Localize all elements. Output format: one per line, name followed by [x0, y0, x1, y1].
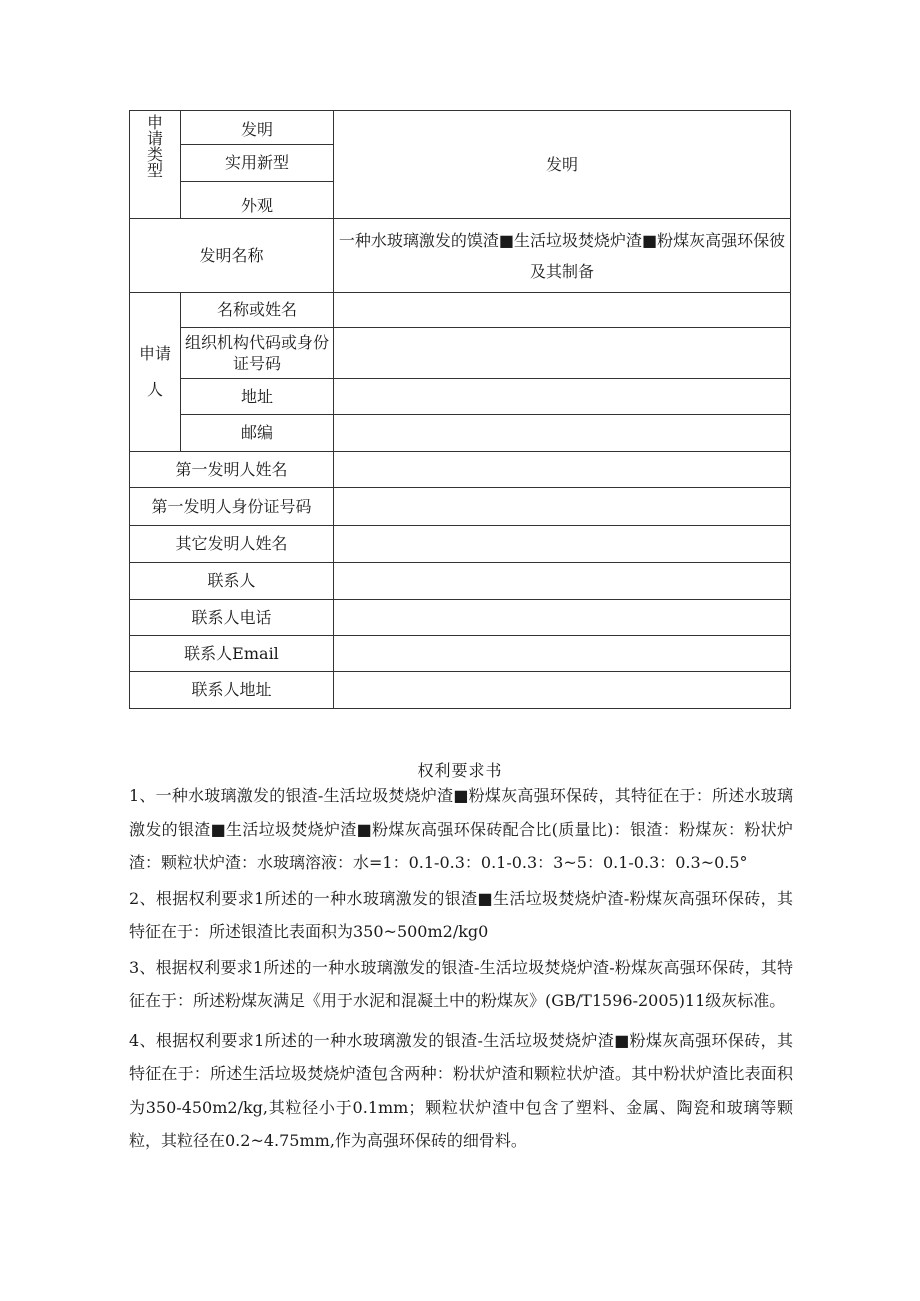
invention-name-value: 一种水玻璃激发的馍渣■生活垃圾焚烧炉渣■粉煤灰高强环保彼及其制备: [334, 219, 791, 293]
application-type-value: 发明: [334, 111, 791, 219]
claim-2: 2、根据权利要求1所述的一种水玻璃激发的银渣■生活垃圾焚烧炉渣-粉煤灰高强环保砖，其特征在于：所述银渣比表面积为350~500m2∕kg0: [129, 888, 793, 941]
applicant-address-label: 地址: [181, 379, 334, 415]
applicant-address-value: [334, 379, 791, 415]
contact-person-value: [334, 563, 791, 600]
applicant-org-code-value: [334, 328, 791, 379]
applicant-org-code-label: 组织机构代码或身份证号码: [181, 328, 334, 379]
application-type-label-cell: [130, 111, 181, 219]
invention-name-label: 发明名称: [130, 219, 334, 293]
contact-person-label: 联系人: [130, 563, 334, 600]
first-inventor-id-label: 第一发明人身份证号码: [130, 488, 334, 526]
contact-address-value: [334, 672, 791, 709]
claim-4: 4、根据权利要求1所述的一种水玻璃激发的银渣-生活垃圾焚烧炉渣■粉煤灰高强环保砖，其特征在于：所述生活垃圾焚烧炉渣包含两种：粉状炉渣和颗粒状炉渣。其中粉状炉渣比表面积为350-450m2∕kg,其粒径小于0.1mm；颗粒状炉渣中包含了塑料、金属、陶瓷和玻璃等颗粒，其粒径在0.2~4.75mm,作为高强环保砖的细骨料。: [129, 1030, 793, 1150]
applicant-label: 申请人: [138, 344, 171, 399]
contact-email-value: [334, 636, 791, 672]
application-type-label: 申请类型: [147, 113, 164, 180]
first-inventor-id-value: [334, 488, 791, 526]
type-option-design: 外观: [181, 182, 334, 219]
claim-1: 1、一种水玻璃激发的银渣-生活垃圾焚烧炉渣■粉煤灰高强环保砖，其特征在于：所述水玻璃激发的银渣■生活垃圾焚烧炉渣■粉煤灰高强环保砖配合比(质量比)：银渣：粉煤灰：粉状炉渣：颗粒状炉渣：水玻璃溶液：水=1：0.1-0.3：0.1-0.3：3~5：0.1-0.3：0.3~0.5°: [129, 786, 793, 872]
type-option-utility-model: 实用新型: [181, 145, 334, 182]
claims-title: 权利要求书: [417, 761, 503, 780]
other-inventors-value: [334, 526, 791, 563]
contact-address-label: 联系人地址: [130, 672, 334, 709]
applicant-postcode-value: [334, 415, 791, 452]
type-option-invention: 发明: [181, 111, 334, 145]
other-inventors-label: 其它发明人姓名: [130, 526, 334, 563]
applicant-postcode-label: 邮编: [181, 415, 334, 452]
applicant-name-label: 名称或姓名: [181, 293, 334, 328]
claims-body: [129, 779, 793, 1160]
first-inventor-name-value: [334, 452, 791, 488]
applicant-label-cell: [130, 293, 181, 452]
application-form-table: [129, 110, 791, 709]
claim-3: 3、根据权利要求1所述的一种水玻璃激发的银渣-生活垃圾焚烧炉渣-粉煤灰高强环保砖，其特征在于：所述粉煤灰满足《用于水泥和混凝土中的粉煤灰》(GB/T1596-2005)11级灰标准。: [129, 957, 793, 1010]
applicant-name-value: [334, 293, 791, 328]
first-inventor-name-label: 第一发明人姓名: [130, 452, 334, 488]
contact-phone-value: [334, 600, 791, 636]
contact-phone-label: 联系人电话: [130, 600, 334, 636]
contact-email-label: 联系人Email: [130, 636, 334, 672]
